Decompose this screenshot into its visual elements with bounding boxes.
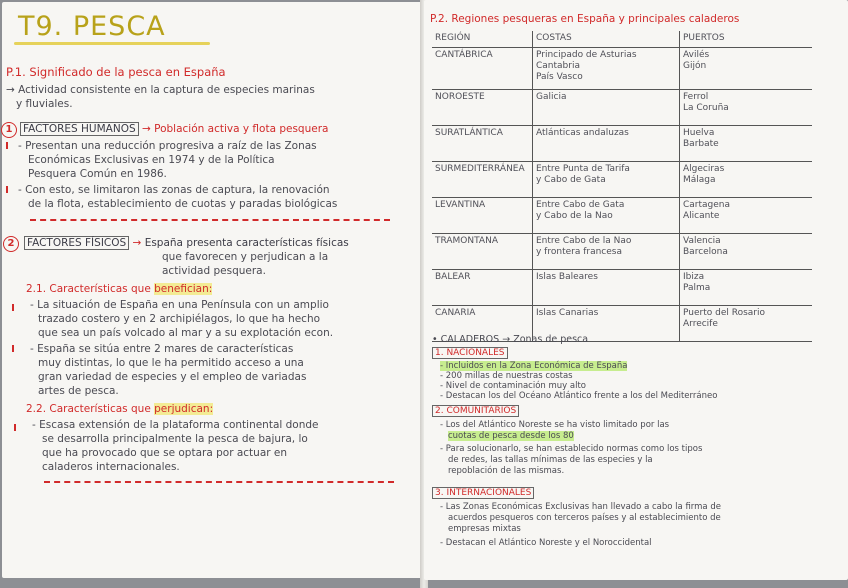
- n1-line-4: - Destacan los del Océano Atlántico frente a los del Mediterráneo: [440, 391, 718, 401]
- table-row: [432, 126, 812, 162]
- n3-line-3: empresas mixtas: [448, 524, 521, 534]
- region-cell: CANTÁBRICA: [432, 48, 533, 90]
- s21-line-4: - España se sitúa entre 2 mares de características: [30, 343, 294, 355]
- factor-1-arrow: →: [141, 123, 151, 135]
- s22-line-1: - Escasa extensión de la plataforma continental donde: [32, 419, 319, 431]
- s22-line-2: se desarrolla principalmente la pesca de bajura, lo: [42, 433, 308, 445]
- s21-heading: [26, 283, 212, 295]
- table-row: [432, 48, 812, 90]
- p1-line-1: → Actividad consistente en la captura de especies marinas: [6, 84, 315, 96]
- factor-1-box: FACTORES HUMANOS: [20, 122, 139, 136]
- title-underline: [14, 42, 210, 45]
- puertos-cell: Cartagena Alicante: [680, 198, 813, 234]
- p1-line-2: y fluviales.: [16, 98, 73, 110]
- table-row: [432, 90, 812, 126]
- s21-line-6: gran variedad de especies y el empleo de variadas: [38, 371, 307, 383]
- regions-table: [432, 31, 812, 342]
- puertos-cell: Huelva Barbate: [680, 126, 813, 162]
- costas-cell: Entre Punta de Tarifa y Cabo de Gata: [533, 162, 680, 198]
- margin-mark: [6, 142, 8, 149]
- region-cell: LEVANTINA: [432, 198, 533, 234]
- s21-line-1: - La situación de España en una Península con un amplio: [30, 299, 329, 311]
- n3-line-4: - Destacan el Atlántico Noreste y el Noroccidental: [440, 538, 652, 548]
- table-header-row: [432, 31, 812, 48]
- n1-label: 1. NACIONALES: [432, 347, 508, 359]
- n3-label: 3. INTERNACIONALES: [432, 487, 534, 499]
- right-heading: P.2. Regiones pesqueras en España y principales caladeros: [430, 13, 740, 25]
- page-title: T9. PESCA: [18, 11, 166, 42]
- puertos-cell: Ibiza Palma: [680, 270, 813, 306]
- factor-1-line-4: - Con esto, se limitaron las zonas de captura, la renovación: [18, 184, 330, 196]
- s21-line-2: trazado costero y en 2 archipiélagos, lo que ha hecho: [38, 313, 321, 325]
- col-header-puertos: PUERTOS: [680, 31, 813, 48]
- region-cell: BALEAR: [432, 270, 533, 306]
- n3-line-1: - Las Zonas Económicas Exclusivas han llevado a cabo la firma de: [440, 502, 721, 512]
- table-row: [432, 162, 812, 198]
- factor-2-line-3: actividad pesquera.: [162, 265, 266, 277]
- p1-heading: P.1. Significado de la pesca en España: [6, 65, 226, 79]
- factor-1-line-2: Económicas Exclusivas en 1974 y de la Política: [28, 154, 275, 166]
- costas-cell: Principado de Asturias Cantabria País Vasco: [533, 48, 680, 90]
- n2-line-2: cuotas de pesca desde los 80: [448, 431, 574, 441]
- costas-cell: Islas Baleares: [533, 270, 680, 306]
- factor-2-row: [24, 237, 349, 249]
- s22-line-3: que ha provocado que se optara por actuar en: [42, 447, 288, 459]
- costas-cell: Galicia: [533, 90, 680, 126]
- factor-2-arrow: →: [132, 237, 142, 249]
- section-divider: [44, 481, 394, 483]
- s22-heading: [26, 403, 213, 415]
- s22-heading-b: perjudican:: [154, 403, 214, 415]
- puertos-cell: Valencia Barcelona: [680, 234, 813, 270]
- region-cell: TRAMONTANA: [432, 234, 533, 270]
- col-header-region: REGIÓN: [432, 31, 533, 48]
- col-header-costas: COSTAS: [533, 31, 680, 48]
- factor-2-text: España presenta características físicas: [144, 237, 349, 249]
- factor-1-line-1: - Presentan una reducción progresiva a raíz de las Zonas: [18, 140, 317, 152]
- n2-line-4: de redes, las tallas mínimas de las especies y la: [448, 455, 653, 465]
- s21-heading-a: 2.1. Características que: [26, 283, 151, 295]
- margin-mark: [12, 345, 14, 352]
- factor-2-number: 2: [3, 236, 19, 252]
- margin-mark: [6, 186, 8, 193]
- table-row: [432, 198, 812, 234]
- margin-mark: [12, 304, 14, 311]
- n2-line-3: - Para solucionarlo, se han establecido normas como los tipos: [440, 444, 703, 454]
- n2-line-5: repoblación de las mismas.: [448, 466, 565, 476]
- region-cell: CANARIA: [432, 306, 533, 342]
- puertos-cell: Ferrol La Coruña: [680, 90, 813, 126]
- factor-1-line-3: Pesquera Común en 1986.: [28, 168, 167, 180]
- table-row: [432, 234, 812, 270]
- region-cell: NOROESTE: [432, 90, 533, 126]
- s21-line-3: que sea un país volcado al mar y a su explotación econ.: [38, 327, 334, 339]
- n3-line-2: acuerdos pesqueros con terceros países y al establecimiento de: [448, 513, 721, 523]
- puertos-cell: Algeciras Málaga: [680, 162, 813, 198]
- costas-cell: Entre Cabo de Gata y Cabo de la Nao: [533, 198, 680, 234]
- factor-1-row: [20, 123, 328, 135]
- s22-heading-a: 2.2. Características que: [26, 403, 151, 415]
- margin-mark: [14, 424, 16, 431]
- n1-line-1: - Incluidos en la Zona Económica de España: [440, 361, 628, 371]
- puertos-cell: Avilés Gijón: [680, 48, 813, 90]
- costas-cell: Islas Canarias: [533, 306, 680, 342]
- costas-cell: Entre Cabo de la Nao y frontera francesa: [533, 234, 680, 270]
- factor-1-line-5: de la flota, establecimiento de cuotas y paradas biológicas: [28, 198, 338, 210]
- puertos-cell: Puerto del Rosario Arrecife: [680, 306, 813, 342]
- n1-line-2: - 200 millas de nuestras costas: [440, 371, 573, 381]
- factor-2-line-2: que favorecen y perjudican a la: [162, 251, 329, 263]
- n1-line-3: - Nivel de contaminación muy alto: [440, 381, 587, 391]
- s21-line-5: muy distintas, lo que le ha permitido acceso a una: [38, 357, 304, 369]
- n2-label: 2. COMUNITARIOS: [432, 405, 519, 417]
- costas-cell: Atlánticas andaluzas: [533, 126, 680, 162]
- factor-1-number: 1: [1, 122, 17, 138]
- s21-line-7: artes de pesca.: [38, 385, 119, 397]
- factor-2-box: FACTORES FÍSICOS: [24, 236, 129, 250]
- table-row: [432, 270, 812, 306]
- region-cell: SURMEDITERRÁNEA: [432, 162, 533, 198]
- factor-1-text: Población activa y flota pesquera: [154, 123, 329, 135]
- region-cell: SURATLÁNTICA: [432, 126, 533, 162]
- s22-line-4: caladeros internacionales.: [42, 461, 180, 473]
- caladeros-line: • CALADEROS → Zonas de pesca: [432, 334, 589, 345]
- n2-line-1: - Los del Atlántico Noreste se ha visto limitado por las: [440, 420, 670, 430]
- s21-heading-b: benefician:: [154, 283, 213, 295]
- section-divider: [30, 219, 390, 221]
